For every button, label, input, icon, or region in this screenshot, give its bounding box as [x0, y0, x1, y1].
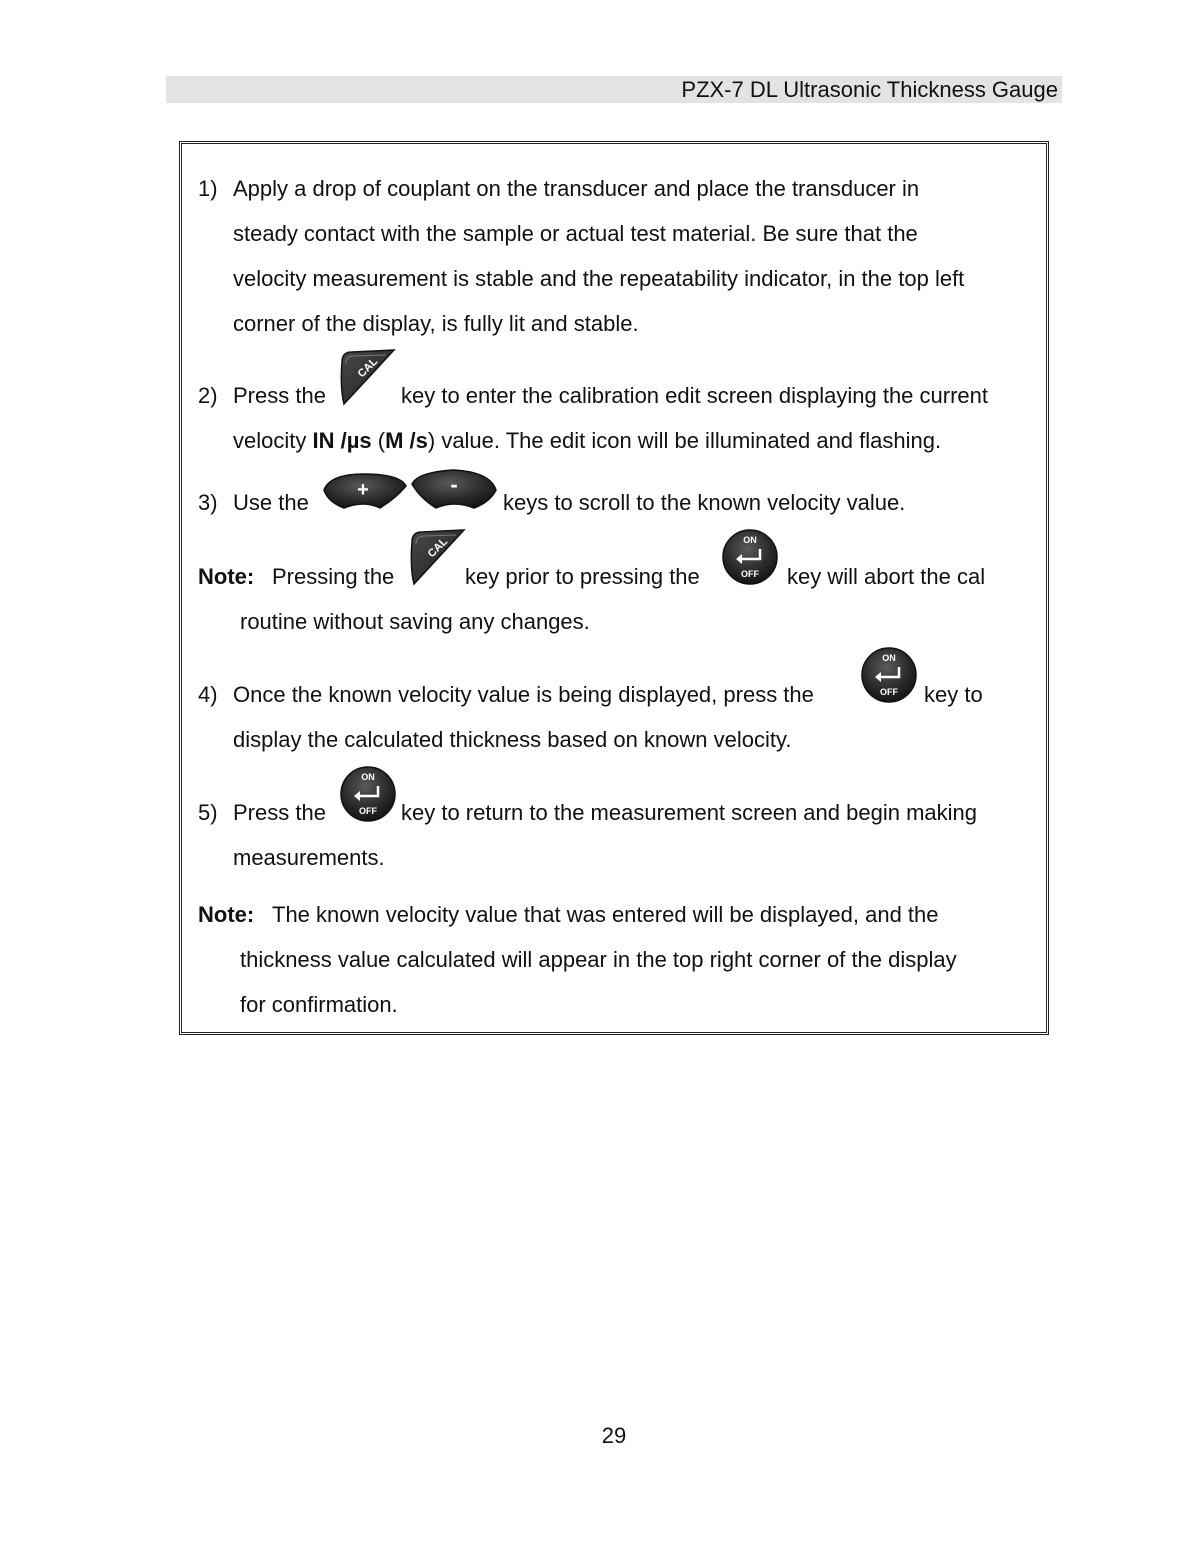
- on-label: ON: [361, 772, 375, 782]
- note-1-post: key will abort the cal: [787, 564, 986, 589]
- note-1-mid: key prior to pressing the: [465, 564, 700, 589]
- step-2-number: 2): [198, 383, 218, 408]
- off-label: OFF: [741, 569, 759, 579]
- step-1-line-2: steady contact with the sample or actual test material. Be sure that the: [233, 221, 918, 246]
- step-2-line-2: [233, 418, 941, 463]
- off-label: OFF: [880, 687, 898, 697]
- step-3-pre: Use the: [233, 490, 309, 515]
- step-5-pre: Press the: [233, 800, 326, 825]
- step-2-line-2-post: ) value. The edit icon will be illuminated and flashing.: [427, 428, 942, 453]
- step-5-post: key to return to the measurement screen and begin making: [401, 800, 977, 825]
- step-3-post: keys to scroll to the known velocity value.: [503, 490, 906, 515]
- step-2-post: key to enter the calibration edit screen displaying the current: [401, 383, 988, 408]
- minus-key-icon: [410, 466, 498, 514]
- plus-key-label: +: [357, 479, 369, 501]
- step-4-pre: Once the known velocity value is being displayed, press the: [233, 682, 814, 707]
- note-2-line-3: for confirmation.: [240, 992, 398, 1017]
- page-header-bar: [166, 76, 1062, 103]
- step-4-number: 4): [198, 682, 218, 707]
- on-off-enter-key-icon: [338, 764, 398, 824]
- step-2-line-2-pre: velocity: [233, 428, 313, 453]
- step-1-line-1: Apply a drop of couplant on the transducer and place the transducer in: [233, 176, 920, 201]
- on-label: ON: [743, 535, 757, 545]
- step-2-pre: Press the: [233, 383, 326, 408]
- on-label: ON: [882, 653, 896, 663]
- step-5-line-2: measurements.: [233, 845, 385, 870]
- paren-open: (: [371, 428, 386, 453]
- step-5-number: 5): [198, 800, 218, 825]
- minus-key-label: -: [450, 472, 458, 497]
- note-1-label: Note:: [198, 564, 255, 589]
- step-1-line-4: corner of the display, is fully lit and stable.: [233, 311, 639, 336]
- cal-key-label: CAL: [355, 355, 381, 381]
- page-number: 29: [601, 1423, 627, 1448]
- cal-key-icon: [338, 348, 396, 406]
- unit-m-per-s: M /s: [385, 428, 428, 453]
- cal-key-icon: [408, 528, 466, 586]
- note-2-label: Note:: [198, 902, 255, 927]
- header-title: PZX-7 DL Ultrasonic Thickness Gauge: [681, 77, 1058, 102]
- plus-key-icon: [320, 468, 408, 514]
- on-off-enter-key-icon: [720, 527, 780, 587]
- note-2-line-2: thickness value calculated will appear in the top right corner of the display: [240, 947, 957, 972]
- step-4-post: key to: [924, 682, 983, 707]
- step-1-number: 1): [198, 176, 218, 201]
- step-1-line-3: velocity measurement is stable and the repeatability indicator, in the top left: [233, 266, 965, 291]
- step-4-line-2: display the calculated thickness based on known velocity.: [233, 727, 792, 752]
- note-2-line-1: The known velocity value that was entered will be displayed, and the: [272, 902, 939, 927]
- on-off-enter-key-icon: [859, 645, 919, 705]
- cal-key-label: CAL: [425, 535, 451, 561]
- note-1-line-2: routine without saving any changes.: [240, 609, 590, 634]
- off-label: OFF: [359, 806, 377, 816]
- step-3-number: 3): [198, 490, 218, 515]
- unit-in-per-us: IN /µs: [312, 428, 372, 453]
- note-1-pre: Pressing the: [272, 564, 395, 589]
